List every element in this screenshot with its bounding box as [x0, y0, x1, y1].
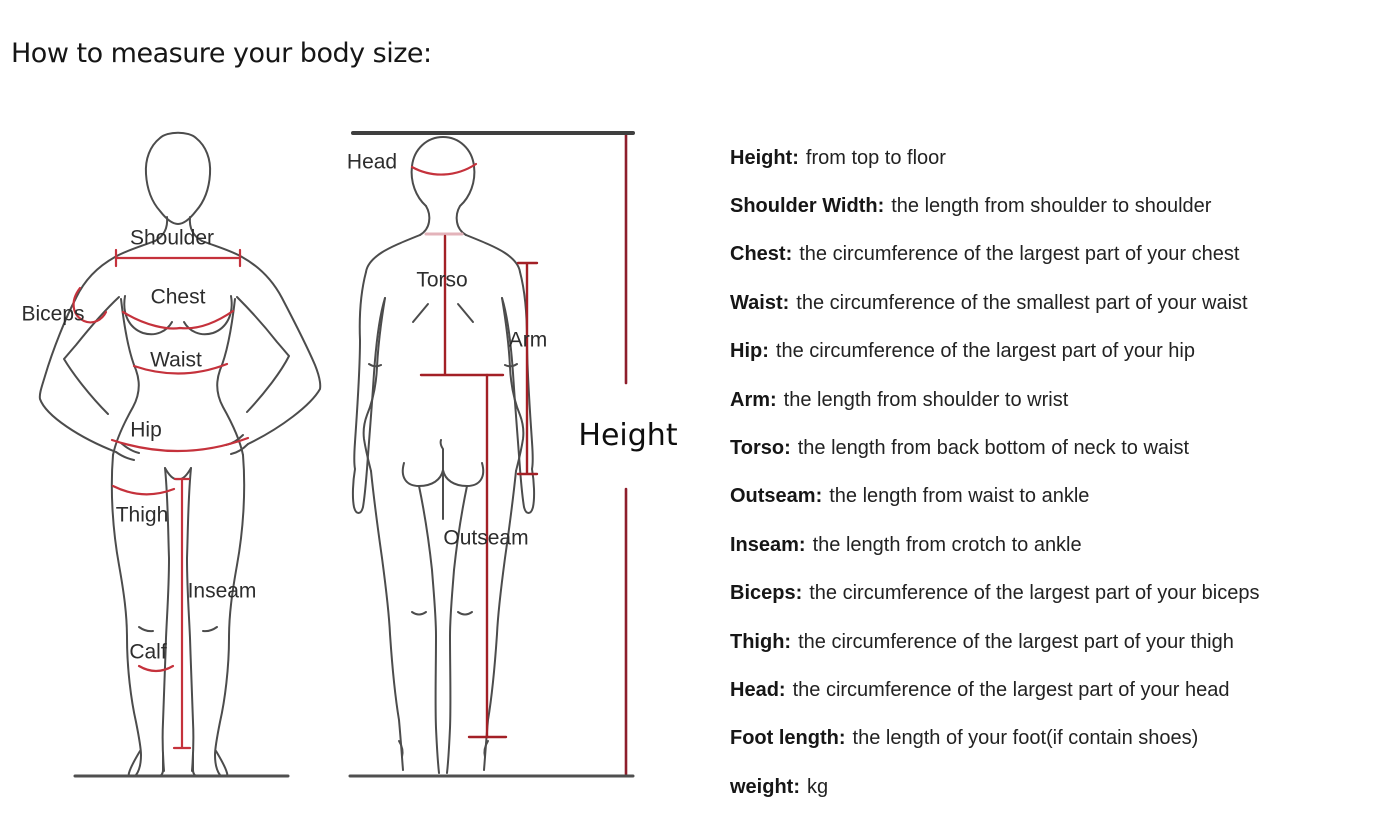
definition-text: the length from back bottom of neck to waist — [797, 437, 1190, 460]
definition-text: the circumference of the largest part of your biceps — [809, 582, 1260, 605]
definitions-list — [730, 134, 1390, 811]
definition-item-head — [730, 666, 1390, 714]
back-sacrum-crease — [441, 440, 443, 519]
back-left-arm — [353, 272, 385, 513]
back-guide-lines — [421, 236, 537, 737]
definition-text: the circumference of the largest part of your thigh — [798, 630, 1234, 653]
back-left-shoulder — [366, 235, 420, 272]
back-ankle-bumps — [399, 741, 488, 757]
back-figure — [353, 137, 534, 773]
definition-text: the length from shoulder to shoulder — [891, 195, 1212, 218]
definition-item-chest — [730, 231, 1390, 279]
definition-text: the length from waist to ankle — [829, 485, 1090, 508]
definition-term: Waist: — [730, 291, 790, 314]
definition-term: Shoulder Width: — [730, 195, 885, 218]
front-knee-dashes — [139, 627, 217, 631]
definition-term: Thigh: — [730, 630, 792, 653]
front-right-torso-side — [217, 299, 243, 455]
definition-term: Outseam: — [730, 485, 823, 508]
definition-item-height — [730, 134, 1390, 182]
definition-term: weight: — [730, 775, 800, 798]
outseam-measure-line — [469, 375, 506, 737]
back-left-leg-outer — [371, 471, 403, 770]
back-arm-label: Arm — [508, 328, 548, 352]
head-measure-band — [412, 164, 476, 175]
front-right-arm-inner — [237, 297, 289, 412]
definition-text: from top to floor — [805, 146, 946, 169]
back-head-outline — [412, 137, 475, 235]
front-thigh-label: Thigh — [115, 503, 169, 527]
calf-measure-arc — [139, 666, 173, 671]
front-crotch — [165, 468, 191, 479]
definition-text: the circumference of the largest part of your chest — [799, 243, 1240, 266]
front-right-leg-inner — [187, 468, 193, 771]
back-right-arm — [502, 272, 534, 513]
definition-text: the circumference of the largest part of your head — [792, 678, 1230, 701]
definition-item-hip — [730, 328, 1390, 376]
definition-item-weight — [730, 763, 1390, 811]
definition-text: the length from crotch to ankle — [812, 533, 1082, 556]
front-shoulder-label: Shoulder — [129, 226, 215, 250]
definition-item-thigh — [730, 618, 1390, 666]
back-right-buttock — [443, 463, 483, 486]
definition-text: the circumference of the smallest part of your waist — [796, 291, 1248, 314]
front-right-leg-outer — [215, 455, 244, 775]
definition-text: kg — [807, 775, 829, 798]
definition-term: Torso: — [730, 437, 791, 460]
definition-term: Chest: — [730, 243, 793, 266]
definition-item-torso — [730, 424, 1390, 472]
front-chest-label: Chest — [150, 285, 206, 309]
definition-text: the length of your foot(if contain shoes) — [852, 727, 1199, 750]
back-head-left-jaw — [420, 206, 429, 235]
back-left-leg-inner — [419, 486, 439, 773]
definition-item-biceps — [730, 570, 1390, 618]
front-left-foot — [129, 751, 163, 776]
back-shoulder-blade-dashes — [413, 304, 473, 322]
back-right-leg-outer — [484, 471, 516, 770]
thigh-measure-arc — [113, 486, 174, 494]
front-right-arm-outer — [202, 241, 320, 444]
definition-term: Head: — [730, 678, 786, 701]
torso-measure-line — [421, 236, 503, 375]
back-knee-dashes — [412, 612, 472, 615]
chest-measure-curve — [123, 311, 233, 328]
definition-term: Biceps: — [730, 582, 803, 605]
front-calf-label: Calf — [129, 640, 167, 664]
definition-text: the length from shoulder to wrist — [783, 388, 1069, 411]
definition-item-shoulder-width — [730, 182, 1390, 230]
page-title: How to measure your body size: — [11, 38, 432, 69]
front-biceps-label: Biceps — [21, 302, 85, 326]
definition-term: Height: — [730, 146, 799, 169]
front-waist-label: Waist — [150, 348, 202, 372]
definition-term: Arm: — [730, 388, 777, 411]
definition-item-arm — [730, 376, 1390, 424]
definition-term: Foot length: — [730, 727, 846, 750]
definition-item-waist — [730, 279, 1390, 327]
definition-term: Hip: — [730, 340, 769, 363]
front-hip-label: Hip — [130, 418, 162, 442]
arm-measure-line — [518, 263, 537, 474]
back-torso-label: Torso — [416, 268, 468, 292]
definition-item-foot-length — [730, 715, 1390, 763]
back-left-torso-side — [364, 298, 385, 471]
definition-item-outseam — [730, 473, 1390, 521]
front-head-outline — [146, 133, 210, 224]
definition-item-inseam — [730, 521, 1390, 569]
back-elbow-dashes — [369, 364, 517, 366]
back-right-torso-side — [502, 298, 523, 471]
back-outseam-label: Outseam — [443, 526, 529, 550]
back-right-shoulder — [466, 235, 520, 272]
front-inseam-label: Inseam — [187, 579, 257, 603]
front-measure-marks — [74, 250, 248, 748]
back-left-buttock — [403, 463, 443, 486]
definition-term: Inseam: — [730, 533, 806, 556]
front-right-foot — [193, 751, 227, 776]
back-head-label: Head — [346, 150, 398, 174]
back-height-label: Height — [578, 418, 678, 453]
definition-text: the circumference of the largest part of your hip — [775, 340, 1195, 363]
shoulder-measure-line — [116, 250, 240, 266]
